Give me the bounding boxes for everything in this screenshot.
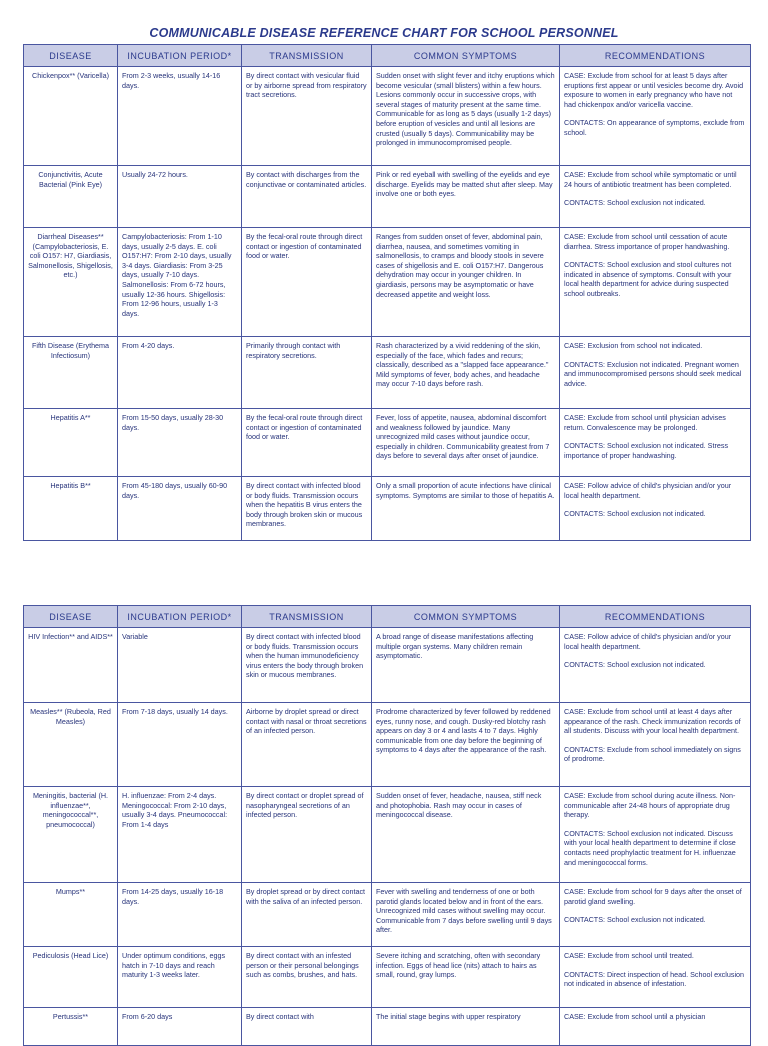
disease-table-2 — [23, 605, 751, 1046]
symptoms-cell: A broad range of disease manifestations affecting multiple organ systems. Many children remain asymptomatic. — [372, 628, 560, 703]
disease-cell: Fifth Disease (Erythema Infectiosum) — [24, 337, 118, 409]
header-disease: DISEASE — [24, 606, 118, 628]
contacts-recommendation: CONTACTS: Exclude from school immediately on signs of prodrome. — [564, 744, 741, 764]
incubation-cell: Variable — [118, 628, 242, 703]
table-row-mumps — [24, 883, 751, 947]
symptoms-cell: Fever, loss of appetite, nausea, abdominal discomfort and weakness followed by jaundice. Many unrecognized mild cases without jaundice occur, especially in children. Communicability greatest from 7 days before to several days after onset of jaundice. — [372, 409, 560, 477]
table-row-hepatitis-a — [24, 409, 751, 477]
case-recommendation: CASE: Follow advice of child's physician and/or your local health department. — [564, 481, 732, 500]
case-recommendation: CASE: Follow advice of child's physician and/or your local health department. — [564, 632, 732, 651]
recommendations-cell — [560, 1008, 751, 1046]
transmission-cell: By direct contact with vesicular fluid or by airborne spread from respiratory tract secretions. — [242, 67, 372, 166]
incubation-cell: Campylobacteriosis: From 1-10 days, usually 2-5 days. E. coli O157:H7: From 2-10 days, usually 3-4 days. Giardiasis: From 3-25 days, usually 7-10 days. Salmonellosis: From 6-72 hours, usually 12-36 hours. Shigellosis: From 12-96 hours, usually 1-3 days. — [118, 228, 242, 337]
contacts-recommendation: CONTACTS: School exclusion not indicated. — [564, 198, 706, 208]
transmission-cell: By direct contact with — [242, 1008, 372, 1046]
header-recommendations: RECOMMENDATIONS — [560, 45, 751, 67]
symptoms-cell: Pink or red eyeball with swelling of the eyelids and eye discharge. Eyelids may be matted shut after sleep. May involve one or both eyes. — [372, 166, 560, 228]
header-common-symptoms: COMMON SYMPTOMS — [372, 606, 560, 628]
case-recommendation: CASE: Exclude from school while symptomatic or until 24 hours of antibiotic treatment has been completed. — [564, 170, 737, 189]
table-header-row — [24, 45, 751, 67]
recommendations-cell — [560, 703, 751, 787]
table-row-hepatitis-b — [24, 477, 751, 541]
case-recommendation: CASE: Exclude from school for at least 5 days after eruptions first appear or until vesicles become dry. Avoid exposure to women in early pregnancy who have not had chickenpox and/or varicella vaccine. — [564, 71, 744, 109]
incubation-cell: Usually 24-72 hours. — [118, 166, 242, 228]
contacts-recommendation: CONTACTS: Direct inspection of head. School exclusion not indicated in absence of infestation. — [564, 969, 745, 989]
header-incubation-period: INCUBATION PERIOD* — [118, 606, 242, 628]
transmission-cell: By the fecal-oral route through direct contact or ingestion of contaminated food or water. — [242, 228, 372, 337]
incubation-cell: H. influenzae: From 2-4 days. Meningococcal: From 2-10 days, usually 3-4 days. Pneumococcal: From 1-4 days — [118, 787, 242, 883]
contacts-recommendation: CONTACTS: School exclusion not indicated. — [564, 660, 706, 670]
symptoms-cell: Rash characterized by a vivid reddening of the skin, especially of the face, which fades and recurs; classically, described as a "slapped face appearance." Mild symptoms of fever, body aches, and headache may occur 7-10 days before rash. — [372, 337, 560, 409]
recommendations-cell — [560, 409, 751, 477]
incubation-cell: From 14-25 days, usually 16-18 days. — [118, 883, 242, 947]
symptoms-cell: Only a small proportion of acute infections have clinical symptoms. Symptoms are similar to those of hepatitis A. — [372, 477, 560, 541]
disease-cell: Meningitis, bacterial (H. influenzae**, meningococcal**, pneumococcal) — [24, 787, 118, 883]
disease-table-1 — [23, 44, 751, 541]
table-row-conjunctivitis — [24, 166, 751, 228]
recommendations-cell — [560, 883, 751, 947]
transmission-cell: Airborne by droplet spread or direct contact with nasal or throat secretions of an infected person. — [242, 703, 372, 787]
incubation-cell: From 4-20 days. — [118, 337, 242, 409]
incubation-cell: From 6-20 days — [118, 1008, 242, 1046]
disease-cell: Hepatitis A** — [24, 409, 118, 477]
recommendations-cell — [560, 628, 751, 703]
transmission-cell: By direct contact with infected blood or body fluids. Transmission occurs when the human immunodeficiency virus enters the body through broken skin or mucous membranes. — [242, 628, 372, 703]
case-recommendation: CASE: Exclude from school until at least 4 days after appearance of the rash. Check immunization records of all students. Discuss with your local health department. — [564, 707, 741, 736]
transmission-cell: By direct contact with infected blood or body fluids. Transmission occurs when the hepatitis B virus enters the body through broken skin or mucous membranes. — [242, 477, 372, 541]
recommendations-cell — [560, 477, 751, 541]
transmission-cell: By droplet spread or by direct contact with the saliva of an infected person. — [242, 883, 372, 947]
header-disease: DISEASE — [24, 45, 118, 67]
incubation-cell: From 2-3 weeks, usually 14-16 days. — [118, 67, 242, 166]
disease-cell: Pertussis** — [24, 1008, 118, 1046]
disease-cell: Pediculosis (Head Lice) — [24, 947, 118, 1008]
contacts-recommendation: CONTACTS: School exclusion not indicated. — [564, 509, 706, 519]
contacts-recommendation: CONTACTS: Exclusion not indicated. Pregnant women and immunocompromised persons should seek medical advice. — [564, 359, 742, 388]
recommendations-cell — [560, 67, 751, 166]
disease-cell: Diarrheal Diseases** (Campylobacteriosis, E. coli O157: H7, Giardiasis, Salmonellosis, Shigellosis, etc.) — [24, 228, 118, 337]
header-incubation-period: INCUBATION PERIOD* — [118, 45, 242, 67]
case-recommendation: CASE: Exclude from school until cessation of acute diarrhea. Stress importance of proper handwashing. — [564, 232, 730, 251]
disease-cell: Hepatitis B** — [24, 477, 118, 541]
recommendations-cell — [560, 337, 751, 409]
disease-cell: Measles** (Rubeola, Red Measles) — [24, 703, 118, 787]
disease-cell: Mumps** — [24, 883, 118, 947]
transmission-cell: By contact with discharges from the conjunctivae or contaminated articles. — [242, 166, 372, 228]
header-transmission: TRANSMISSION — [242, 45, 372, 67]
recommendations-cell — [560, 947, 751, 1008]
recommendations-cell — [560, 166, 751, 228]
symptoms-cell: Ranges from sudden onset of fever, abdominal pain, diarrhea, nausea, and sometimes vomiting in salmonellosis, to cramps and bloody stools in severe cases of shigellosis and E. coli O157:H7. Dangerous dehydration may occur in younger children. In giardiasis, persons may be asymptomatic or have decreased appetite and weight loss. — [372, 228, 560, 337]
symptoms-cell: Prodrome characterized by fever followed by reddened eyes, runny nose, and cough. Dusky-red blotchy rash appears on day 3 or 4 and lasts 4 to 7 days. Highly communicable from one day before the beginning of symptoms to 4 days after the appearance of the rash. — [372, 703, 560, 787]
case-recommendation: CASE: Exclude from school until treated. — [564, 951, 694, 960]
table-row-chickenpox — [24, 67, 751, 166]
contacts-recommendation: CONTACTS: School exclusion not indicated. Stress importance of proper handwashing. — [564, 441, 729, 460]
case-recommendation: CASE: Exclude from school until a physician — [564, 1012, 706, 1021]
transmission-cell: By direct contact with an infested person or their personal belongings such as combs, brushes, and hats. — [242, 947, 372, 1008]
symptoms-cell: Sudden onset with slight fever and itchy eruptions which become vesicular (small blisters) within a few hours. Lesions commonly occur in successive crops, with several stages of maturity present at the same time. Communicable for as long as 5 days (usually 1-2 days) before eruption of vesicles and until all lesions are crusted (usually 5 days). Communicability may be prolonged in immunocompromised people. — [372, 67, 560, 166]
incubation-cell: Under optimum conditions, eggs hatch in 7-10 days and reach maturity 1-3 weeks later. — [118, 947, 242, 1008]
disease-cell: Conjunctivitis, Acute Bacterial (Pink Eye) — [24, 166, 118, 228]
table-row-pertussis — [24, 1008, 751, 1046]
table-row-fifth-disease — [24, 337, 751, 409]
header-recommendations: RECOMMENDATIONS — [560, 606, 751, 628]
symptoms-cell: Sudden onset of fever, headache, nausea, stiff neck and photophobia. Rash may occur in cases of meningococcal disease. — [372, 787, 560, 883]
case-recommendation: CASE: Exclude from school during acute illness. Non-communicable after 24-48 hours of appropriate drug therapy. — [564, 791, 736, 820]
table-row-meningitis — [24, 787, 751, 883]
page-title: COMMUNICABLE DISEASE REFERENCE CHART FOR SCHOOL PERSONNEL — [149, 26, 619, 40]
symptoms-cell: The initial stage begins with upper respiratory — [372, 1008, 560, 1046]
transmission-cell: By direct contact or droplet spread of nasopharyngeal secretions of an infected person. — [242, 787, 372, 883]
disease-cell: Chickenpox** (Varicella) — [24, 67, 118, 166]
recommendations-cell — [560, 228, 751, 337]
contacts-recommendation: CONTACTS: School exclusion not indicated. — [564, 915, 706, 925]
case-recommendation: CASE: Exclude from school until physician advises return. Convalescence may be prolonged. — [564, 413, 726, 432]
table-row-hiv-aids — [24, 628, 751, 703]
incubation-cell: From 45-180 days, usually 60-90 days. — [118, 477, 242, 541]
incubation-cell: From 15-50 days, usually 28-30 days. — [118, 409, 242, 477]
contacts-recommendation: CONTACTS: School exclusion and stool cultures not indicated in absence of symptoms. Consult with your local health department for advice during suspected school outbreaks. — [564, 260, 732, 298]
table-header-row — [24, 606, 751, 628]
table-row-pediculosis — [24, 947, 751, 1008]
header-common-symptoms: COMMON SYMPTOMS — [372, 45, 560, 67]
symptoms-cell: Severe itching and scratching, often with secondary infection. Eggs of head lice (nits) attach to hairs as small, round, gray lumps. — [372, 947, 560, 1008]
disease-cell: HIV Infection** and AIDS** — [24, 628, 118, 703]
recommendations-cell — [560, 787, 751, 883]
table-row-diarrheal-diseases — [24, 228, 751, 337]
transmission-cell: Primarily through contact with respiratory secretions. — [242, 337, 372, 409]
transmission-cell: By the fecal-oral route through direct contact or ingestion of contaminated food or water. — [242, 409, 372, 477]
case-recommendation: CASE: Exclusion from school not indicated. — [564, 341, 703, 350]
incubation-cell: From 7-18 days, usually 14 days. — [118, 703, 242, 787]
contacts-recommendation: CONTACTS: School exclusion not indicated. Discuss with your local health department to determine if close contacts need prophylactic treatment for H. influenzae and meningococcal forms. — [564, 828, 736, 867]
contacts-recommendation: CONTACTS: On appearance of symptoms, exclude from school. — [564, 118, 745, 137]
table-row-measles — [24, 703, 751, 787]
case-recommendation: CASE: Exclude from school for 9 days after the onset of parotid gland swelling. — [564, 887, 742, 906]
header-transmission: TRANSMISSION — [242, 606, 372, 628]
symptoms-cell: Fever with swelling and tenderness of one or both parotid glands located below and in front of the ears. Unrecognized mild cases without swelling may occur. Communicable from 7 days before swelling until 9 days after. — [372, 883, 560, 947]
